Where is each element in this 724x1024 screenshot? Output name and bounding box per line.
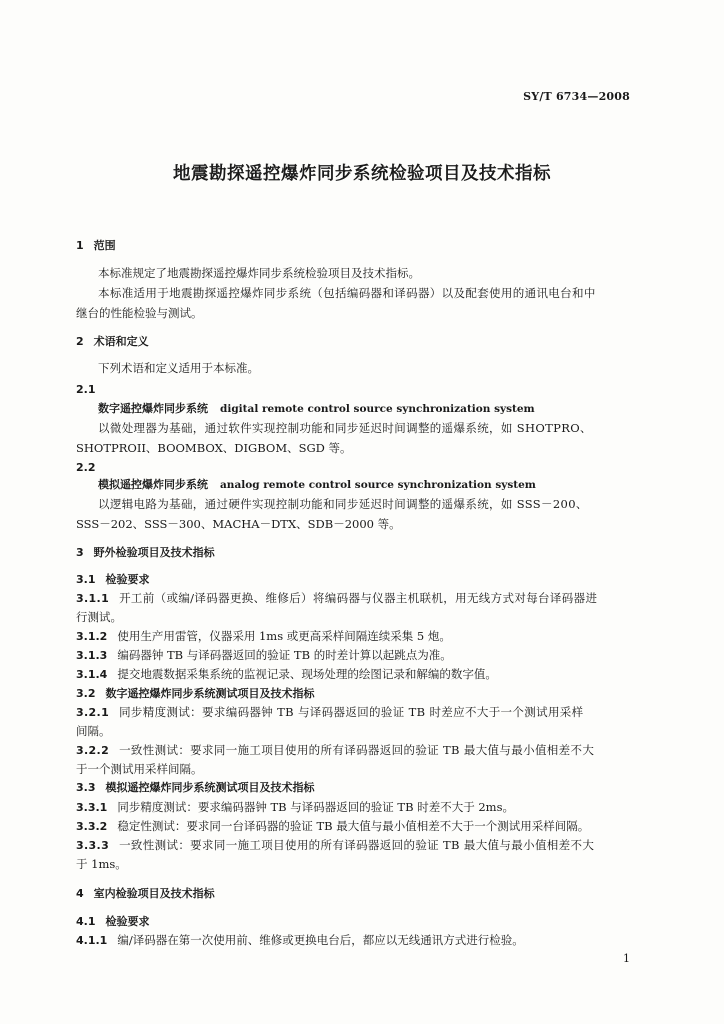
section-3-1-1: 3.1.1 开工前（或编/译码器更换、维修后）将编码器与仪器主机联机，用无线方式对每台译码器进 [76, 591, 598, 605]
page-number: 1 [623, 952, 630, 965]
section-2-2-definition-b: SSS－202、SSS－300、MACHA－DTX、SDB－2000 等。 [76, 517, 401, 531]
section-3-1-4: 3.1.4 提交地震数据采集系统的监视记录、现场处理的绘图记录和解编的数字值。 [76, 667, 497, 681]
section-3-1-heading: 3.1 检验要求 [76, 573, 150, 586]
section-1-paragraph-2a: 本标准适用于地震勘探遥控爆炸同步系统（包括编码器和译码器）以及配套使用的通讯电台和中 [98, 286, 596, 300]
section-4-1-1: 4.1.1 编/译码器在第一次使用前、维修或更换电台后，都应以无线通讯方式进行检验。 [76, 933, 524, 947]
section-3-3-3-cont: 于 1ms。 [76, 857, 127, 871]
section-4-1-heading: 4.1 检验要求 [76, 915, 150, 928]
section-3-2-1: 3.2.1 同步精度测试：要求编码器钟 TB 与译码器返回的验证 TB 时差应不大于一个测试用采样 [76, 705, 584, 719]
section-3-3-3: 3.3.3 一致性测试：要求同一施工项目使用的所有译码器返回的验证 TB 最大值与最小值相差不大 [76, 838, 595, 852]
section-2-1-number: 2.1 [76, 383, 96, 396]
section-2-2-number: 2.2 [76, 461, 96, 474]
section-3-1-2: 3.1.2 使用生产用雷管，仪器采用 1ms 或更高采样间隔连续采集 5 炮。 [76, 629, 451, 643]
section-4-heading: 4 室内检验项目及技术指标 [76, 887, 215, 900]
section-3-3-1: 3.3.1 同步精度测试：要求编码器钟 TB 与译码器返回的验证 TB 时差不大于 2ms。 [76, 800, 514, 814]
section-2-1-definition-a: 以微处理器为基础，通过软件实现控制功能和同步延迟时间调整的遥爆系统，如 SHOTPRO、 [98, 421, 592, 435]
section-3-2-heading: 3.2 数字遥控爆炸同步系统测试项目及技术指标 [76, 687, 315, 700]
section-2-2-definition-a: 以逻辑电路为基础，通过硬件实现控制功能和同步延迟时间调整的遥爆系统，如 SSS－200、 [98, 497, 588, 511]
section-1-paragraph-1: 本标准规定了地震勘探遥控爆炸同步系统检验项目及技术指标。 [98, 266, 420, 280]
section-3-1-1-cont: 行测试。 [76, 610, 122, 624]
section-2-2-term: 模拟遥控爆炸同步系统 analog remote control source synchronization system [98, 478, 536, 491]
section-2-1-definition-b: SHOTPROII、BOOMBOX、DIGBOM、SGD 等。 [76, 441, 352, 455]
section-1-paragraph-2b: 继台的性能检验与测试。 [76, 306, 203, 320]
section-3-3-2: 3.3.2 稳定性测试：要求同一台译码器的验证 TB 最大值与最小值相差不大于一个测试用采样间隔。 [76, 819, 590, 833]
section-2-heading: 2 术语和定义 [76, 335, 149, 348]
section-3-heading: 3 野外检验项目及技术指标 [76, 546, 215, 559]
section-2-paragraph-1: 下列术语和定义适用于本标准。 [98, 361, 259, 375]
section-3-2-2: 3.2.2 一致性测试：要求同一施工项目使用的所有译码器返回的验证 TB 最大值与最小值相差不大 [76, 743, 595, 757]
document-title: 地震勘探遥控爆炸同步系统检验项目及技术指标 [173, 164, 551, 184]
section-3-2-1-cont: 间隔。 [76, 724, 111, 738]
standard-code: SY/T 6734—2008 [523, 90, 630, 103]
section-2-1-term: 数字遥控爆炸同步系统 digital remote control source synchronization system [98, 402, 535, 415]
section-3-1-3: 3.1.3 编码器钟 TB 与译码器返回的验证 TB 的时差计算以起跳点为准。 [76, 648, 452, 662]
section-3-2-2-cont: 于一个测试用采样间隔。 [76, 762, 203, 776]
section-3-3-heading: 3.3 模拟遥控爆炸同步系统测试项目及技术指标 [76, 781, 315, 794]
section-1-heading: 1 范围 [76, 239, 116, 252]
